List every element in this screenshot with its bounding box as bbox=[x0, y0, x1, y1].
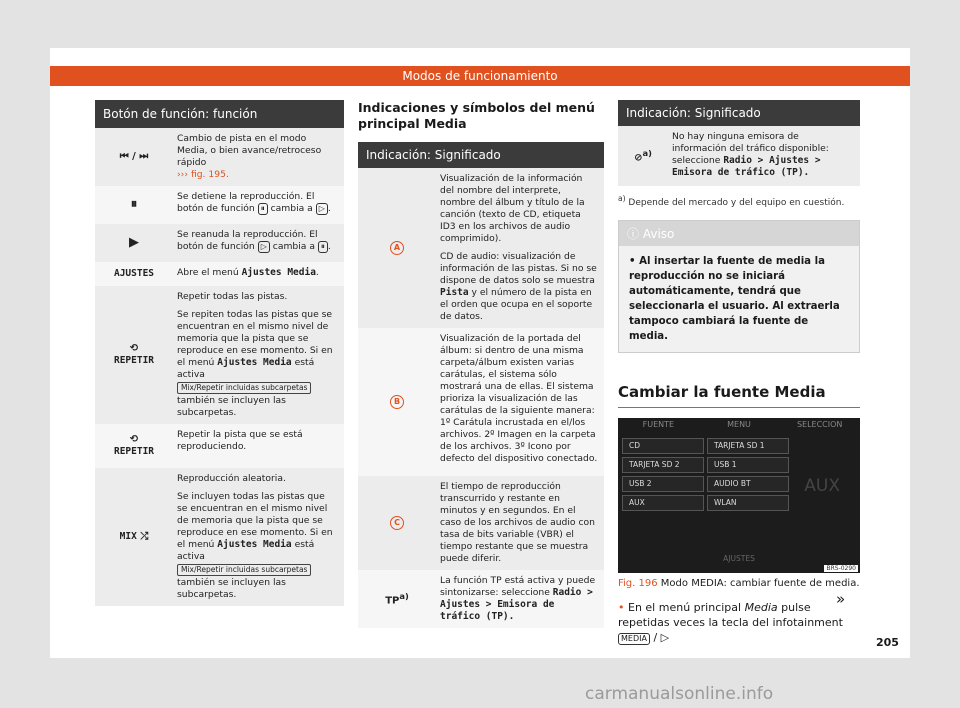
checkbox-badge: Mix/Repetir incluidas subcarpetas bbox=[177, 382, 311, 394]
continue-chevron-icon: » bbox=[836, 590, 846, 608]
play-circle-icon: ▷ bbox=[660, 631, 670, 644]
tp-table bbox=[618, 126, 860, 186]
para-text: / bbox=[653, 631, 658, 644]
row-text: está activa bbox=[177, 539, 315, 562]
row-text: Visualización de la información del nombre del interprete, nombre del álbum y título de la canción (texto de CD, etiqueta ID3 en los archivos de audio comprimido). bbox=[440, 173, 585, 244]
page-number: 205 bbox=[876, 636, 899, 649]
row-text: No hay ninguna emisora de información del tráfico disponible: seleccione bbox=[672, 131, 829, 166]
tp-label: TP bbox=[385, 595, 400, 607]
row-text: Visualización de la portada del álbum: si dentro de una misma carpeta/álbum existen varias carátulas, el sistema sólo mostrará una de ellas. El sistema prioriza la visualización de las carátulas de la siguiente manera: 1º Carátula incrustada en el/los archivos. 2º Imagen en la carpeta de los archivos. 3º Icono por defecto del dispositivo conectado. bbox=[440, 333, 598, 464]
figure-link[interactable]: ››› fig. 195. bbox=[177, 169, 229, 180]
table-row: ⏸ Se detiene la reproducción. El botón de función ⏸ cambia a ▷ . bbox=[95, 186, 344, 224]
footnote-mark: a) bbox=[642, 148, 652, 159]
indications-table bbox=[358, 168, 604, 628]
pista-label: Pista bbox=[440, 287, 469, 298]
function-table-body bbox=[95, 128, 344, 606]
table-title: Indicación: Significado bbox=[618, 100, 860, 126]
footnote bbox=[618, 194, 860, 208]
indications-section bbox=[358, 100, 604, 628]
section-heading: Cambiar la fuente Media bbox=[618, 383, 860, 408]
current-source-label: AUX bbox=[804, 476, 840, 496]
skip-icon: ⏮ / ⏭ bbox=[119, 151, 149, 162]
row-text: está activa bbox=[177, 357, 315, 380]
ajustes-label: AJUSTES bbox=[113, 268, 155, 279]
para-italic: Media bbox=[744, 601, 778, 614]
row-text: cambia a bbox=[270, 203, 313, 214]
mix-label: MIX bbox=[119, 531, 137, 542]
footnote-mark: a) bbox=[399, 591, 409, 602]
figure-label: Fig. 196 bbox=[618, 578, 658, 589]
source-sd2-button[interactable]: TARJETA SD 2 bbox=[622, 457, 704, 473]
pause-key-icon: ⏸ bbox=[258, 203, 268, 215]
row-text: Se repiten todas las pistas que se encuentran en el mismo nivel de memoria que la pista que se reproduce en ese momento. Si en el menú bbox=[177, 309, 333, 368]
footnote-mark: a) bbox=[618, 194, 626, 203]
tab-seleccion[interactable]: SELECCION bbox=[796, 420, 843, 429]
menu-path: Radio > Ajustes > Emisora de tráfico (TP). bbox=[672, 155, 821, 178]
row-text: Abre el menú bbox=[177, 267, 239, 278]
page-header: Modos de funcionamiento bbox=[50, 66, 910, 86]
media-screen-figure bbox=[618, 418, 860, 573]
table-row bbox=[95, 424, 344, 468]
aviso-title: Aviso bbox=[642, 227, 675, 241]
table-row bbox=[95, 286, 344, 424]
checkbox-badge: Mix/Repetir incluidas subcarpetas bbox=[177, 564, 311, 576]
menu-name: Ajustes Media bbox=[217, 539, 292, 550]
table-row bbox=[95, 468, 344, 606]
no-tp-icon: ⊘ bbox=[634, 152, 643, 164]
info-icon: ⓘ bbox=[627, 227, 640, 241]
row-text: y el número de la pista en el orden que ocupa en el soporte de datos. bbox=[440, 287, 593, 322]
menu-path: Radio > Ajustes > Emisora de tráfico (TP). bbox=[440, 587, 593, 622]
para-text: pulse repetidas veces la tecla del infotainment bbox=[618, 601, 843, 629]
menu-name: Ajustes Media bbox=[241, 267, 316, 278]
repeat-icon: ⟲ bbox=[129, 343, 139, 354]
pause-icon: ⏸ bbox=[130, 197, 138, 212]
watermark: carmanualsonline.info bbox=[585, 684, 774, 704]
aviso-box: ⓘ Aviso • Al insertar la fuente de media la reproducción no se iniciará automáticamente, tendrá que seleccionarla el usuario. Al extraerla tampoco cambiará la fuente de media. bbox=[618, 220, 860, 353]
play-icon: ▶ bbox=[129, 235, 139, 250]
footnote-text: Depende del mercado y del equipo en cuestión. bbox=[628, 198, 845, 208]
row-text: Cambio de pista en el modo Media, o bien avance/retroceso rápido bbox=[177, 133, 322, 168]
shuffle-icon: ⤮ bbox=[140, 531, 149, 542]
menu-name: Ajustes Media bbox=[217, 357, 292, 368]
source-bt-button[interactable]: AUDIO BT bbox=[707, 476, 789, 492]
instruction-paragraph: • En el menú principal Media pulse repetidas veces la tecla del infotainment MEDIA / ▷ bbox=[618, 601, 843, 644]
screen-tabbar bbox=[618, 418, 860, 432]
row-text: La función TP está activa y puede sintonizarse: seleccione bbox=[440, 575, 596, 598]
table-row: ▶ Se reanuda la reproducción. El botón de función ▷ cambia a ⏸ . bbox=[95, 224, 344, 262]
pause-key-icon: ⏸ bbox=[318, 241, 328, 253]
table-row bbox=[618, 126, 860, 186]
para-text: En el menú principal bbox=[628, 601, 742, 614]
repeat-label: REPETIR bbox=[113, 355, 155, 366]
table-row bbox=[358, 570, 604, 628]
repeat-one-icon: ⟲ bbox=[129, 434, 139, 445]
source-grid bbox=[622, 438, 792, 514]
figure-code: BRS-0290 bbox=[826, 565, 856, 572]
row-text: cambia a bbox=[272, 241, 315, 252]
aviso-text: Al insertar la fuente de media la reproducción no se iniciará automáticamente, tendrá que seleccionarla el usuario. Al extraerla tampoco cambiará la fuente de media. bbox=[629, 256, 840, 342]
table-row bbox=[358, 328, 604, 476]
source-usb2-button[interactable]: USB 2 bbox=[622, 476, 704, 492]
row-text: CD de audio: visualización de información de las pistas. Si no se dispone de datos solo se muestra bbox=[440, 251, 597, 286]
play-key-icon: ▷ bbox=[258, 241, 270, 253]
repeat-label: REPETIR bbox=[113, 446, 155, 457]
table-title: Botón de función: función bbox=[95, 100, 344, 128]
caption-text: Modo MEDIA: cambiar fuente de media. bbox=[660, 578, 860, 589]
row-text: Se incluyen todas las pistas que se encuentran en el mismo nivel de memoria que la pista que se reproduce en ese momento. Si en el menú bbox=[177, 491, 333, 550]
row-text: Se reanuda la reproducción. El botón de función bbox=[177, 229, 318, 252]
marker-c-icon: C bbox=[390, 516, 404, 530]
tab-fuente[interactable]: FUENTE bbox=[642, 420, 675, 429]
ajustes-button[interactable]: AJUSTES bbox=[723, 554, 755, 563]
table-row bbox=[95, 128, 344, 186]
marker-a-icon: A bbox=[390, 241, 404, 255]
table-title: Indicación: Significado bbox=[358, 142, 604, 168]
source-wlan-button[interactable]: WLAN bbox=[707, 495, 789, 511]
source-sd1-button[interactable]: TARJETA SD 1 bbox=[707, 438, 789, 454]
row-text: también se incluyen las subcarpetas. bbox=[177, 577, 286, 600]
row-text: Repetir todas las pistas. bbox=[177, 291, 288, 302]
figure-caption bbox=[618, 577, 860, 590]
source-aux-button[interactable]: AUX bbox=[622, 495, 704, 511]
row-text: Reproducción aleatoria. bbox=[177, 473, 286, 484]
marker-b-icon: B bbox=[390, 395, 404, 409]
table-row bbox=[358, 476, 604, 570]
function-table bbox=[95, 100, 344, 606]
section-title: Indicaciones y símbolos del menú principal Media bbox=[358, 100, 595, 131]
row-text: Repetir la pista que se está reproduciendo. bbox=[177, 429, 303, 452]
row-text: también se incluyen las subcarpetas. bbox=[177, 395, 286, 418]
right-column bbox=[618, 100, 860, 645]
source-cd-button[interactable]: CD bbox=[622, 438, 704, 454]
table-row: AJUSTES Abre el menú Ajustes Media. bbox=[95, 262, 344, 286]
row-text: El tiempo de reproducción transcurrido y restante en minutos y en segundos. En el caso de los archivos de audio con tasa de bits variable (VBR) el tiempo restante que se muestra puede diferir. bbox=[440, 481, 595, 564]
table-row bbox=[358, 168, 604, 328]
source-usb1-button[interactable]: USB 1 bbox=[707, 457, 789, 473]
row-text: Se detiene la reproducción. El botón de función bbox=[177, 191, 315, 214]
media-key-icon: MEDIA bbox=[618, 633, 650, 645]
play-key-icon: ▷ bbox=[316, 203, 328, 215]
tab-menu[interactable]: MENU bbox=[727, 420, 751, 429]
